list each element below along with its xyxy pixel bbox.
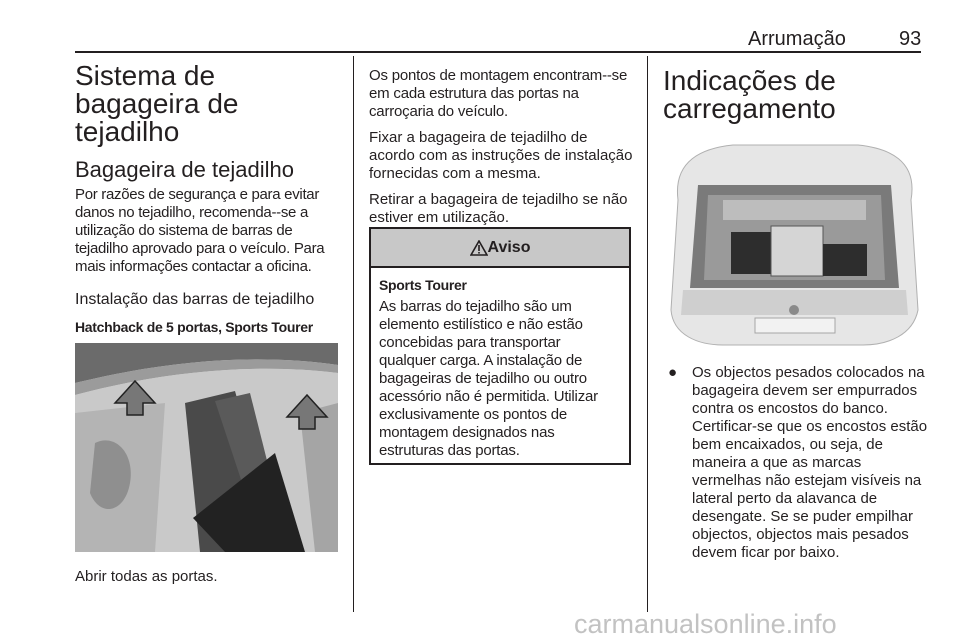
luggage-compartment-illustration xyxy=(663,140,926,347)
roof-mounting-points-illustration xyxy=(75,343,338,552)
watermark: carmanualsonline.info xyxy=(574,609,837,639)
column-divider-1 xyxy=(353,56,354,612)
column-3 xyxy=(663,67,933,123)
warning-title: Aviso xyxy=(487,238,531,256)
variant-heading: Hatchback de 5 portas, Sports Tourer xyxy=(75,319,313,335)
bullet-icon: ● xyxy=(668,364,678,381)
warning-header xyxy=(371,229,629,268)
fitting-instructions-text: Fixar a bagageira de tejadilho de acordo com as instruções de instalação fornecidas com a mesma. xyxy=(369,129,633,182)
mounting-points-text: Os pontos de montagem encontram--se em cada estrutura das portas na carroçaria do veículo. xyxy=(369,67,628,120)
removal-text: Retirar a bagageira de tejadilho se não estiver em utilização. xyxy=(369,191,628,226)
warning-triangle-icon xyxy=(470,240,488,256)
section-title-loading-notes: Indicações de carregamento xyxy=(663,65,836,124)
open-doors-caption: Abrir todas as portas. xyxy=(75,568,218,585)
loading-bullet-text: Os objectos pesados colocados na bagageira devem ser empurrados contra os encostos do banco. Certificar-se que os encostos estão bem encaixados, ou seja, de maneira a que as marcas vermelhas não estejam visíveis na lateral perto da alavanca de desengate. Se se puder empilhar objectos, objectos mais pesados devem ficar por baixo. xyxy=(692,364,928,561)
header-rule xyxy=(75,51,921,53)
roof-rack-intro-text: Por razões de segurança e para evitar danos no tejadilho, recomenda--se a utilização do sistema de barras de tejadilho aprovado para o veículo. Para mais informações contactar a oficina. xyxy=(75,186,325,275)
section-title-roof-rack-system: Sistema de bagageira de tejadilho xyxy=(75,60,239,147)
page-number: 93 xyxy=(899,28,922,50)
running-header-title: Arrumação xyxy=(748,28,846,50)
installation-heading: Instalação das barras de tejadilho xyxy=(75,291,315,308)
column-divider-2 xyxy=(647,56,648,612)
column-2 xyxy=(369,67,637,227)
warning-box xyxy=(369,227,631,465)
warning-subtitle: Sports Tourer xyxy=(379,277,467,293)
warning-text: As barras do tejadilho são um elemento estilístico e não estão concebidas para transportar qualquer carga. A instalação de bagageiras de tejadilho ou outro acessório não é permitida. Utilizar exclusivamente os pontos de montagem designados nas estruturas das portas. xyxy=(379,298,598,459)
subsection-title-roof-rack: Bagageira de tejadilho xyxy=(75,157,294,182)
column-1 xyxy=(75,62,341,336)
